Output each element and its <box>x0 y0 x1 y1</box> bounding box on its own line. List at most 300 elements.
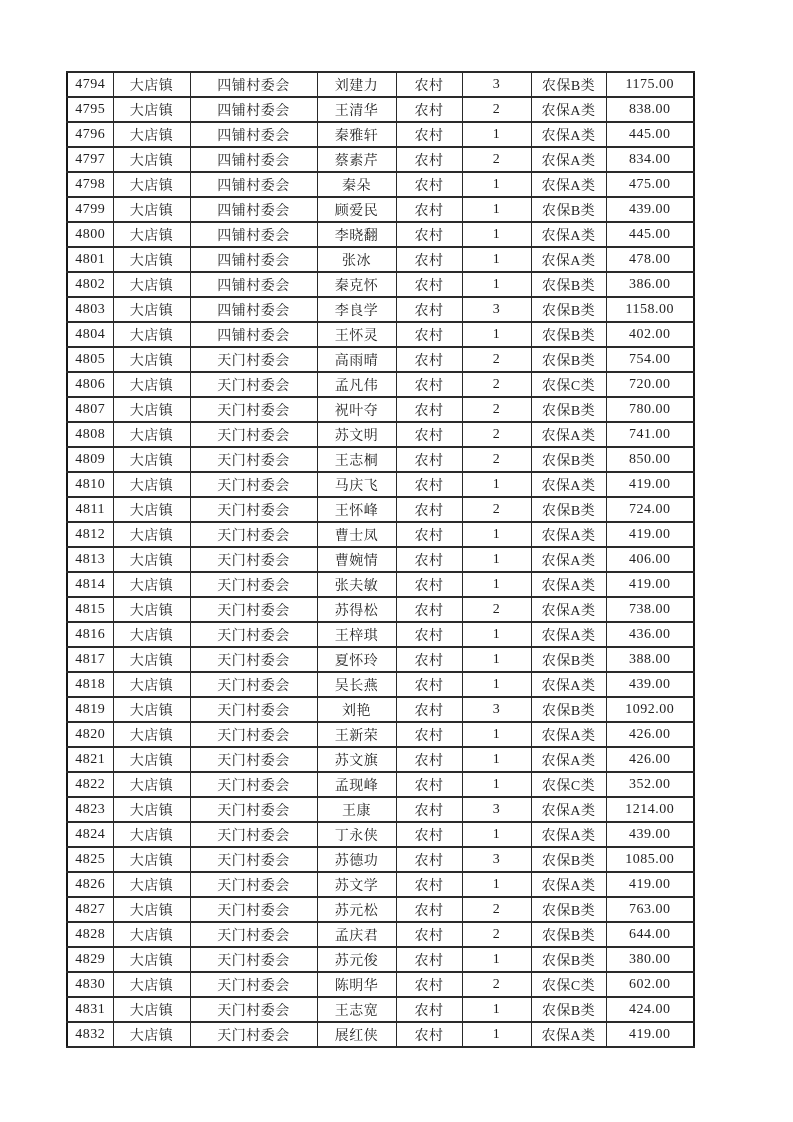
cell-amount: 406.00 <box>606 547 694 572</box>
cell-village: 天门村委会 <box>190 372 317 397</box>
cell-town: 大店镇 <box>113 447 190 472</box>
cell-amount: 419.00 <box>606 572 694 597</box>
cell-persons: 1 <box>462 722 531 747</box>
cell-type: 农村 <box>396 847 462 872</box>
cell-persons: 1 <box>462 772 531 797</box>
cell-persons: 3 <box>462 72 531 97</box>
cell-insurance_class: 农保A类 <box>531 222 606 247</box>
cell-name: 王康 <box>317 797 396 822</box>
cell-name: 孟凡伟 <box>317 372 396 397</box>
cell-persons: 1 <box>462 522 531 547</box>
cell-insurance_class: 农保A类 <box>531 572 606 597</box>
cell-name: 苏德功 <box>317 847 396 872</box>
cell-serial: 4798 <box>67 172 113 197</box>
cell-serial: 4813 <box>67 547 113 572</box>
cell-village: 四铺村委会 <box>190 147 317 172</box>
cell-serial: 4805 <box>67 347 113 372</box>
cell-persons: 1 <box>462 197 531 222</box>
cell-type: 农村 <box>396 397 462 422</box>
cell-name: 苏文学 <box>317 872 396 897</box>
cell-type: 农村 <box>396 247 462 272</box>
cell-type: 农村 <box>396 222 462 247</box>
cell-insurance_class: 农保B类 <box>531 272 606 297</box>
cell-amount: 754.00 <box>606 347 694 372</box>
cell-amount: 436.00 <box>606 622 694 647</box>
cell-name: 苏元俊 <box>317 947 396 972</box>
cell-insurance_class: 农保A类 <box>531 872 606 897</box>
cell-type: 农村 <box>396 697 462 722</box>
cell-persons: 1 <box>462 272 531 297</box>
cell-persons: 2 <box>462 97 531 122</box>
table-row <box>67 872 694 897</box>
cell-persons: 2 <box>462 447 531 472</box>
cell-persons: 1 <box>462 247 531 272</box>
cell-serial: 4795 <box>67 97 113 122</box>
cell-serial: 4814 <box>67 572 113 597</box>
cell-insurance_class: 农保A类 <box>531 797 606 822</box>
table-row <box>67 997 694 1022</box>
cell-town: 大店镇 <box>113 372 190 397</box>
cell-type: 农村 <box>396 122 462 147</box>
cell-insurance_class: 农保B类 <box>531 72 606 97</box>
cell-insurance_class: 农保B类 <box>531 697 606 722</box>
cell-type: 农村 <box>396 472 462 497</box>
cell-serial: 4822 <box>67 772 113 797</box>
cell-persons: 1 <box>462 822 531 847</box>
cell-name: 夏怀玲 <box>317 647 396 672</box>
cell-type: 农村 <box>396 947 462 972</box>
cell-type: 农村 <box>396 772 462 797</box>
cell-serial: 4830 <box>67 972 113 997</box>
cell-serial: 4831 <box>67 997 113 1022</box>
cell-serial: 4802 <box>67 272 113 297</box>
cell-village: 天门村委会 <box>190 622 317 647</box>
cell-insurance_class: 农保A类 <box>531 672 606 697</box>
cell-village: 天门村委会 <box>190 647 317 672</box>
cell-amount: 780.00 <box>606 397 694 422</box>
cell-insurance_class: 农保A类 <box>531 547 606 572</box>
cell-name: 李良学 <box>317 297 396 322</box>
cell-amount: 478.00 <box>606 247 694 272</box>
cell-town: 大店镇 <box>113 722 190 747</box>
cell-serial: 4820 <box>67 722 113 747</box>
cell-type: 农村 <box>396 1022 462 1047</box>
cell-town: 大店镇 <box>113 747 190 772</box>
cell-amount: 439.00 <box>606 672 694 697</box>
cell-name: 李晓翻 <box>317 222 396 247</box>
cell-name: 刘建力 <box>317 72 396 97</box>
cell-type: 农村 <box>396 872 462 897</box>
cell-amount: 439.00 <box>606 197 694 222</box>
cell-insurance_class: 农保A类 <box>531 522 606 547</box>
table-row <box>67 272 694 297</box>
cell-persons: 3 <box>462 797 531 822</box>
cell-name: 王志宽 <box>317 997 396 1022</box>
cell-persons: 3 <box>462 297 531 322</box>
cell-name: 王怀灵 <box>317 322 396 347</box>
cell-serial: 4816 <box>67 622 113 647</box>
cell-insurance_class: 农保A类 <box>531 722 606 747</box>
cell-persons: 1 <box>462 947 531 972</box>
cell-persons: 2 <box>462 897 531 922</box>
table-row <box>67 422 694 447</box>
cell-insurance_class: 农保A类 <box>531 822 606 847</box>
cell-town: 大店镇 <box>113 822 190 847</box>
cell-village: 天门村委会 <box>190 897 317 922</box>
cell-amount: 720.00 <box>606 372 694 397</box>
cell-serial: 4803 <box>67 297 113 322</box>
cell-persons: 1 <box>462 622 531 647</box>
cell-village: 四铺村委会 <box>190 97 317 122</box>
benefit-roster-table <box>66 71 695 1048</box>
cell-amount: 1085.00 <box>606 847 694 872</box>
table-row <box>67 122 694 147</box>
cell-village: 天门村委会 <box>190 1022 317 1047</box>
cell-amount: 1214.00 <box>606 797 694 822</box>
table-row <box>67 297 694 322</box>
cell-serial: 4818 <box>67 672 113 697</box>
table-row <box>67 747 694 772</box>
cell-serial: 4829 <box>67 947 113 972</box>
cell-type: 农村 <box>396 272 462 297</box>
cell-amount: 1175.00 <box>606 72 694 97</box>
cell-name: 孟庆君 <box>317 922 396 947</box>
cell-name: 曹婉情 <box>317 547 396 572</box>
table-row <box>67 947 694 972</box>
cell-insurance_class: 农保A类 <box>531 97 606 122</box>
cell-village: 天门村委会 <box>190 472 317 497</box>
cell-persons: 1 <box>462 1022 531 1047</box>
cell-name: 王怀峰 <box>317 497 396 522</box>
cell-type: 农村 <box>396 572 462 597</box>
cell-persons: 2 <box>462 347 531 372</box>
cell-village: 天门村委会 <box>190 497 317 522</box>
cell-persons: 2 <box>462 972 531 997</box>
cell-town: 大店镇 <box>113 497 190 522</box>
cell-persons: 1 <box>462 172 531 197</box>
cell-insurance_class: 农保B类 <box>531 897 606 922</box>
cell-town: 大店镇 <box>113 597 190 622</box>
table-row <box>67 97 694 122</box>
cell-persons: 3 <box>462 697 531 722</box>
cell-amount: 838.00 <box>606 97 694 122</box>
cell-type: 农村 <box>396 422 462 447</box>
cell-insurance_class: 农保B类 <box>531 397 606 422</box>
cell-persons: 2 <box>462 147 531 172</box>
cell-amount: 426.00 <box>606 722 694 747</box>
cell-insurance_class: 农保B类 <box>531 347 606 372</box>
cell-town: 大店镇 <box>113 697 190 722</box>
cell-name: 张夫敏 <box>317 572 396 597</box>
cell-persons: 2 <box>462 597 531 622</box>
table-row <box>67 697 694 722</box>
cell-town: 大店镇 <box>113 847 190 872</box>
cell-name: 高雨晴 <box>317 347 396 372</box>
cell-amount: 602.00 <box>606 972 694 997</box>
table-row <box>67 572 694 597</box>
cell-type: 农村 <box>396 147 462 172</box>
cell-amount: 850.00 <box>606 447 694 472</box>
cell-type: 农村 <box>396 497 462 522</box>
cell-amount: 724.00 <box>606 497 694 522</box>
cell-serial: 4811 <box>67 497 113 522</box>
cell-town: 大店镇 <box>113 347 190 372</box>
cell-amount: 834.00 <box>606 147 694 172</box>
cell-village: 四铺村委会 <box>190 272 317 297</box>
cell-amount: 352.00 <box>606 772 694 797</box>
cell-type: 农村 <box>396 672 462 697</box>
cell-town: 大店镇 <box>113 522 190 547</box>
cell-insurance_class: 农保A类 <box>531 747 606 772</box>
cell-type: 农村 <box>396 297 462 322</box>
table-row <box>67 672 694 697</box>
cell-village: 天门村委会 <box>190 847 317 872</box>
cell-name: 丁永侠 <box>317 822 396 847</box>
cell-insurance_class: 农保B类 <box>531 947 606 972</box>
cell-insurance_class: 农保B类 <box>531 647 606 672</box>
cell-type: 农村 <box>396 522 462 547</box>
cell-insurance_class: 农保A类 <box>531 622 606 647</box>
cell-serial: 4794 <box>67 72 113 97</box>
cell-village: 天门村委会 <box>190 397 317 422</box>
cell-insurance_class: 农保B类 <box>531 847 606 872</box>
table-row <box>67 222 694 247</box>
table-row <box>67 622 694 647</box>
cell-insurance_class: 农保A类 <box>531 1022 606 1047</box>
cell-insurance_class: 农保B类 <box>531 497 606 522</box>
cell-village: 天门村委会 <box>190 747 317 772</box>
table-row <box>67 797 694 822</box>
cell-type: 农村 <box>396 922 462 947</box>
cell-town: 大店镇 <box>113 872 190 897</box>
cell-type: 农村 <box>396 822 462 847</box>
table-row <box>67 522 694 547</box>
table-row <box>67 372 694 397</box>
cell-persons: 2 <box>462 397 531 422</box>
cell-town: 大店镇 <box>113 247 190 272</box>
cell-serial: 4812 <box>67 522 113 547</box>
cell-amount: 419.00 <box>606 1022 694 1047</box>
cell-village: 天门村委会 <box>190 447 317 472</box>
cell-amount: 419.00 <box>606 522 694 547</box>
cell-type: 农村 <box>396 447 462 472</box>
table-row <box>67 847 694 872</box>
cell-insurance_class: 农保A类 <box>531 422 606 447</box>
cell-name: 孟现峰 <box>317 772 396 797</box>
cell-town: 大店镇 <box>113 172 190 197</box>
cell-amount: 1092.00 <box>606 697 694 722</box>
cell-insurance_class: 农保C类 <box>531 372 606 397</box>
cell-name: 王新荣 <box>317 722 396 747</box>
table-row <box>67 147 694 172</box>
cell-town: 大店镇 <box>113 647 190 672</box>
cell-amount: 380.00 <box>606 947 694 972</box>
table-row <box>67 822 694 847</box>
cell-village: 天门村委会 <box>190 822 317 847</box>
cell-insurance_class: 农保B类 <box>531 197 606 222</box>
cell-village: 天门村委会 <box>190 597 317 622</box>
cell-type: 农村 <box>396 197 462 222</box>
table-row <box>67 772 694 797</box>
cell-type: 农村 <box>396 372 462 397</box>
cell-insurance_class: 农保A类 <box>531 122 606 147</box>
cell-insurance_class: 农保B类 <box>531 997 606 1022</box>
cell-serial: 4807 <box>67 397 113 422</box>
cell-serial: 4828 <box>67 922 113 947</box>
cell-town: 大店镇 <box>113 397 190 422</box>
cell-name: 顾爱民 <box>317 197 396 222</box>
cell-persons: 1 <box>462 547 531 572</box>
cell-serial: 4800 <box>67 222 113 247</box>
cell-amount: 388.00 <box>606 647 694 672</box>
cell-village: 天门村委会 <box>190 697 317 722</box>
cell-name: 蔡素芹 <box>317 147 396 172</box>
cell-insurance_class: 农保A类 <box>531 247 606 272</box>
cell-town: 大店镇 <box>113 97 190 122</box>
cell-name: 秦克怀 <box>317 272 396 297</box>
cell-name: 王志桐 <box>317 447 396 472</box>
cell-amount: 402.00 <box>606 322 694 347</box>
cell-type: 农村 <box>396 897 462 922</box>
cell-amount: 445.00 <box>606 222 694 247</box>
cell-type: 农村 <box>396 347 462 372</box>
cell-persons: 2 <box>462 922 531 947</box>
cell-village: 天门村委会 <box>190 572 317 597</box>
cell-serial: 4824 <box>67 822 113 847</box>
cell-amount: 419.00 <box>606 472 694 497</box>
cell-village: 四铺村委会 <box>190 172 317 197</box>
cell-village: 天门村委会 <box>190 422 317 447</box>
cell-amount: 439.00 <box>606 822 694 847</box>
table-row <box>67 647 694 672</box>
cell-name: 苏文明 <box>317 422 396 447</box>
cell-town: 大店镇 <box>113 422 190 447</box>
cell-town: 大店镇 <box>113 197 190 222</box>
cell-village: 天门村委会 <box>190 947 317 972</box>
cell-town: 大店镇 <box>113 972 190 997</box>
table-row <box>67 897 694 922</box>
cell-persons: 1 <box>462 572 531 597</box>
table-row <box>67 922 694 947</box>
cell-amount: 475.00 <box>606 172 694 197</box>
table-body <box>67 72 694 1047</box>
cell-village: 天门村委会 <box>190 722 317 747</box>
cell-name: 秦朵 <box>317 172 396 197</box>
cell-type: 农村 <box>396 72 462 97</box>
cell-type: 农村 <box>396 972 462 997</box>
cell-persons: 1 <box>462 122 531 147</box>
table-row <box>67 972 694 997</box>
cell-serial: 4799 <box>67 197 113 222</box>
cell-insurance_class: 农保B类 <box>531 297 606 322</box>
cell-village: 天门村委会 <box>190 347 317 372</box>
cell-persons: 1 <box>462 472 531 497</box>
cell-name: 王清华 <box>317 97 396 122</box>
cell-village: 四铺村委会 <box>190 322 317 347</box>
table-row <box>67 447 694 472</box>
cell-type: 农村 <box>396 797 462 822</box>
cell-village: 天门村委会 <box>190 522 317 547</box>
cell-name: 陈明华 <box>317 972 396 997</box>
table-row <box>67 322 694 347</box>
cell-village: 四铺村委会 <box>190 247 317 272</box>
cell-village: 四铺村委会 <box>190 222 317 247</box>
cell-persons: 1 <box>462 322 531 347</box>
cell-serial: 4809 <box>67 447 113 472</box>
table-row <box>67 1022 694 1047</box>
cell-type: 农村 <box>396 97 462 122</box>
cell-persons: 2 <box>462 422 531 447</box>
cell-town: 大店镇 <box>113 572 190 597</box>
cell-insurance_class: 农保C类 <box>531 972 606 997</box>
cell-insurance_class: 农保B类 <box>531 922 606 947</box>
cell-type: 农村 <box>396 547 462 572</box>
cell-village: 天门村委会 <box>190 872 317 897</box>
cell-town: 大店镇 <box>113 72 190 97</box>
cell-insurance_class: 农保B类 <box>531 447 606 472</box>
cell-name: 祝叶夺 <box>317 397 396 422</box>
cell-serial: 4825 <box>67 847 113 872</box>
cell-type: 农村 <box>396 172 462 197</box>
cell-type: 农村 <box>396 747 462 772</box>
cell-persons: 1 <box>462 872 531 897</box>
table-row <box>67 597 694 622</box>
cell-name: 王梓琪 <box>317 622 396 647</box>
cell-name: 苏得松 <box>317 597 396 622</box>
cell-name: 吴长燕 <box>317 672 396 697</box>
cell-serial: 4806 <box>67 372 113 397</box>
cell-name: 苏元松 <box>317 897 396 922</box>
cell-serial: 4826 <box>67 872 113 897</box>
cell-town: 大店镇 <box>113 622 190 647</box>
table-row <box>67 472 694 497</box>
cell-name: 马庆飞 <box>317 472 396 497</box>
cell-serial: 4796 <box>67 122 113 147</box>
cell-name: 展红侠 <box>317 1022 396 1047</box>
cell-village: 天门村委会 <box>190 772 317 797</box>
cell-persons: 1 <box>462 647 531 672</box>
cell-town: 大店镇 <box>113 672 190 697</box>
cell-amount: 644.00 <box>606 922 694 947</box>
cell-serial: 4817 <box>67 647 113 672</box>
cell-persons: 1 <box>462 747 531 772</box>
cell-village: 天门村委会 <box>190 922 317 947</box>
cell-name: 曹士凤 <box>317 522 396 547</box>
cell-serial: 4819 <box>67 697 113 722</box>
cell-name: 苏文旗 <box>317 747 396 772</box>
cell-persons: 3 <box>462 847 531 872</box>
cell-town: 大店镇 <box>113 1022 190 1047</box>
cell-type: 农村 <box>396 722 462 747</box>
table-row <box>67 497 694 522</box>
cell-amount: 741.00 <box>606 422 694 447</box>
cell-serial: 4810 <box>67 472 113 497</box>
cell-serial: 4804 <box>67 322 113 347</box>
cell-town: 大店镇 <box>113 222 190 247</box>
cell-amount: 738.00 <box>606 597 694 622</box>
cell-town: 大店镇 <box>113 272 190 297</box>
table-row <box>67 197 694 222</box>
table-row <box>67 72 694 97</box>
cell-town: 大店镇 <box>113 947 190 972</box>
cell-serial: 4832 <box>67 1022 113 1047</box>
cell-town: 大店镇 <box>113 472 190 497</box>
cell-persons: 1 <box>462 222 531 247</box>
cell-town: 大店镇 <box>113 547 190 572</box>
cell-amount: 763.00 <box>606 897 694 922</box>
cell-village: 四铺村委会 <box>190 197 317 222</box>
cell-village: 天门村委会 <box>190 997 317 1022</box>
